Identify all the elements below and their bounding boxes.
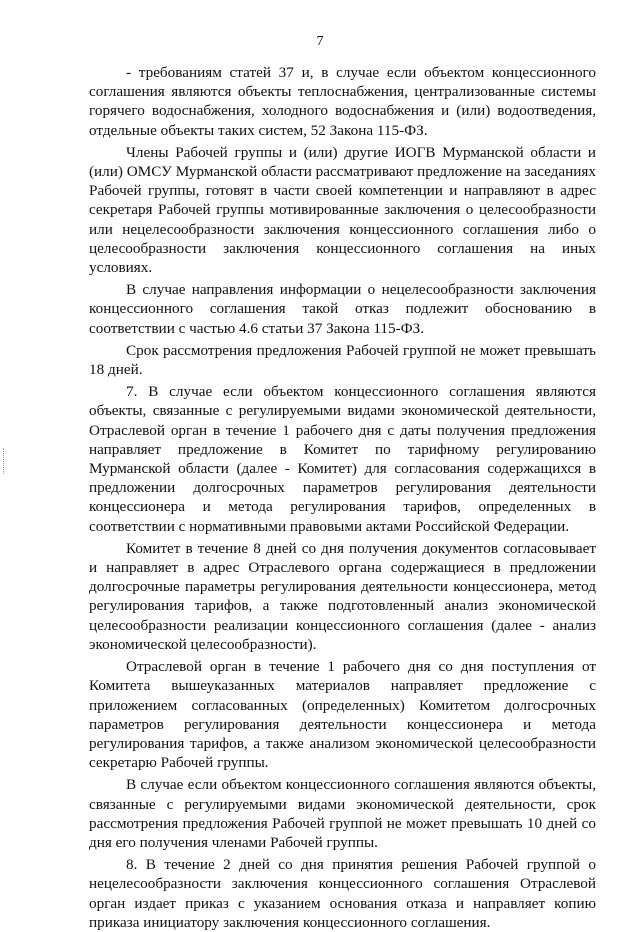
paragraph-committee-approval: Комитет в течение 8 дней со дня получения документов согласовывает и направляет в адрес Отраслевого органа содержащиеся в предложении долгосрочные параметры регулирования деятельности концессионера, метод регулирования тарифов, а также подготовленный анализ экономической целесообразности реализации концессионного соглашения (далее - анализ экономической целесообразности). <box>89 539 596 653</box>
paragraph-refusal-justification: В случае направления информации о нецелесообразности заключения концессионного соглашения такой отказ подлежит обоснованию в соответствии с частью 4.6 статьи 37 Закона 115-ФЗ. <box>89 281 596 337</box>
paragraph-review-period-10-days: В случае если объектом концессионного соглашения являются объекты, связанные с регулируемыми видами экономической деятельности, срок рассмотрения предложения Рабочей группой не может превышать 10 дней со дня его получения членами Рабочей группы. <box>89 776 596 851</box>
paragraph-requirements-article-37: - требованиям статей 37 и, в случае если объектом концессионного соглашения являются объекты теплоснабжения, централизованные системы горячего водоснабжения, холодного водоснабжения и (или) водоотведения, отдельные объекты таких систем, 52 Закона 115-ФЗ. <box>89 64 596 139</box>
paragraph-working-group-members: Члены Рабочей группы и (или) другие ИОГВ Мурманской области и (или) ОМСУ Мурманской области рассматривают предложение на заседаниях Рабочей группы, готовят в части своей компетенции и направляют в адрес секретаря Рабочей группы мотивированные заключения о целесообразности или нецелесообразности заключения концессионного соглашения либо о целесообразности заключения концессионного соглашения на иных условиях. <box>89 143 596 277</box>
paragraph-item-8: 8. В течение 2 дней со дня принятия решения Рабочей группой о нецелесообразности заключения концессионного соглашения Отраслевой орган издает приказ с указанием основания отказа и направляет копию приказа инициатору заключения концессионного соглашения. <box>89 856 596 931</box>
margin-mark <box>3 448 7 474</box>
paragraph-review-period-18-days: Срок рассмотрения предложения Рабочей группой не может превышать 18 дней. <box>89 341 596 379</box>
paragraph-item-7: 7. В случае если объектом концессионного соглашения являются объекты, связанные с регулируемыми видами экономической деятельности, Отраслевой орган в течение 1 рабочего дня с даты получения предложения направляет предложение в Комитет по тарифному регулированию Мурманской области (далее - Комитет) для согласования содержащихся в предложении долгосрочных параметров регулирования деятельности концессионера и метода регулирования тарифов, определенных в соответствии с нормативными правовыми актами Российской Федерации. <box>89 383 596 535</box>
page-number: 7 <box>316 34 324 49</box>
document-body <box>89 63 596 932</box>
paragraph-sector-body-forwarding: Отраслевой орган в течение 1 рабочего дня со дня поступления от Комитета вышеуказанных материалов направляет предложение с приложением согласованных (определенных) Комитетом долгосрочных параметров регулирования деятельности концессионера и метода регулирования тарифов, а также анализом экономической целесообразности секретарю Рабочей группы. <box>89 658 596 772</box>
